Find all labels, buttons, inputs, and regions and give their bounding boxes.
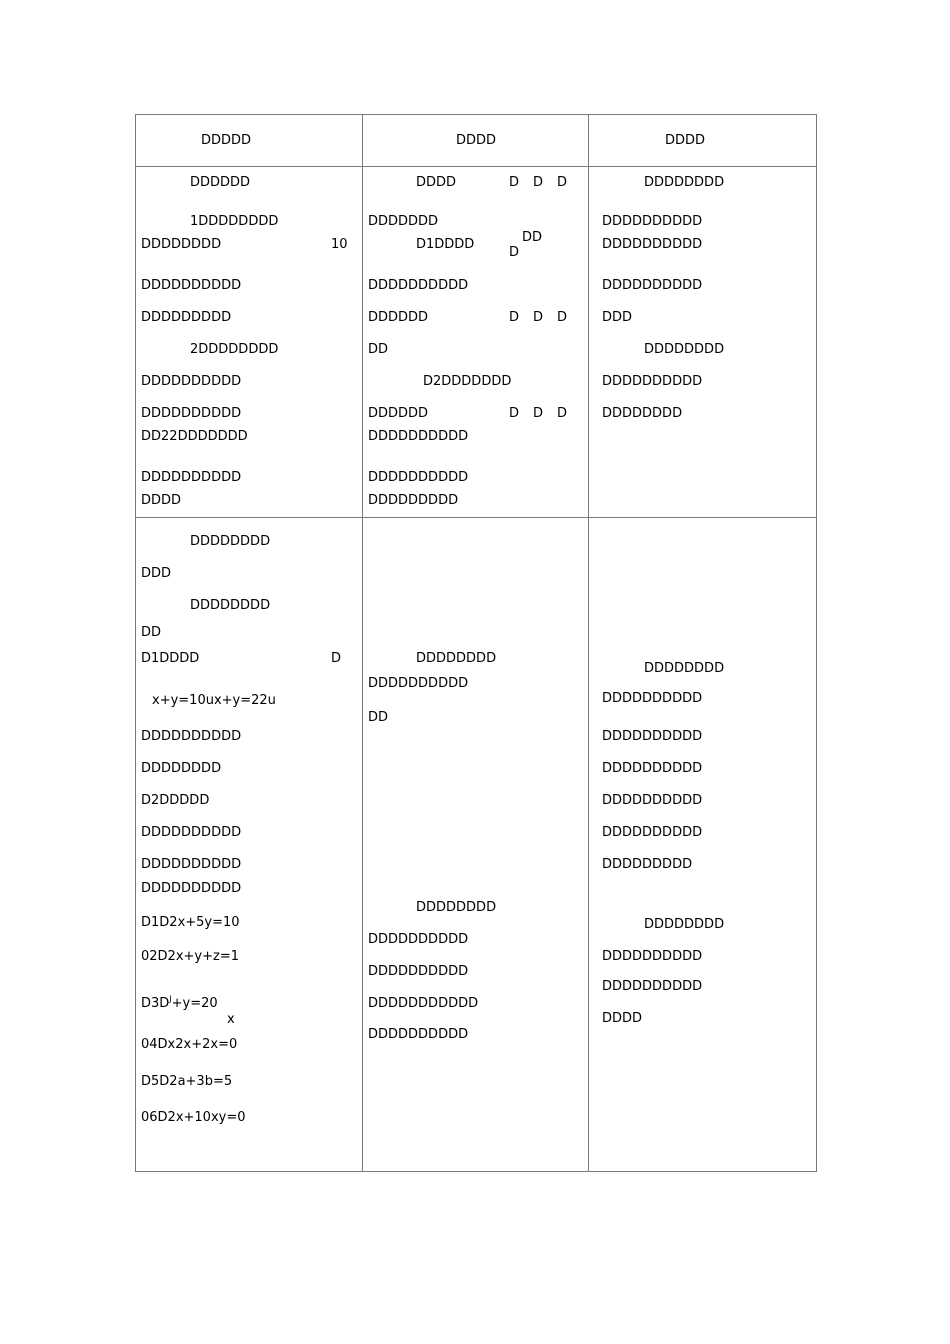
r2c1-example: 02D2x+y+z=1 xyxy=(141,949,239,964)
r2c1-line: DDDDDDDDDD xyxy=(141,729,242,744)
r1c3-line: DDDDDDDD xyxy=(644,342,725,357)
r2c1-line: DDD xyxy=(141,566,172,581)
r1c1-line: 1DDDDDDDD xyxy=(190,214,279,229)
r2c3-line: DDDDDDDDDD xyxy=(602,761,703,776)
r2c3-line: DDDD xyxy=(602,1011,643,1026)
r2c1-line: DDDDDDDDDD xyxy=(141,825,242,840)
r1c2-line: D1DDDD xyxy=(416,237,475,252)
r1c2-line: DDDDDDDDD xyxy=(368,493,459,508)
r2c1-line: DD xyxy=(141,625,162,640)
r1c1-line: DDDDDDDDDD xyxy=(141,374,242,389)
r1c2-mark: D xyxy=(509,406,520,421)
r2c2-line: DDDDDDDDDD xyxy=(368,932,469,947)
r2c1-example: 06D2x+10xy=0 xyxy=(141,1110,246,1125)
r2c3-line: DDDDDDDD xyxy=(644,917,725,932)
r2c3-line: DDDDDDDDDD xyxy=(602,793,703,808)
r2c1-example: D5D2a+3b=5 xyxy=(141,1074,233,1089)
column-divider xyxy=(362,115,363,1171)
r1c2-line: D2DDDDDDD xyxy=(423,374,512,389)
r2c3-line: DDDDDDDDDD xyxy=(602,979,703,994)
r1c1-line: DDDDDDDDDD xyxy=(141,470,242,485)
r1c1-line: DD22DDDDDDD xyxy=(141,429,248,444)
r2c3-line: DDDDDDDDDD xyxy=(602,825,703,840)
r1c2-line: DDDDDDD xyxy=(368,214,439,229)
r1c2-mark: D xyxy=(533,310,544,325)
r2c1-line: DDDDDDDDDD xyxy=(141,857,242,872)
r2c1-line: D1DDDD xyxy=(141,651,200,666)
r1c2-line: DDDDDDDDDD xyxy=(368,470,469,485)
header-col1: DDDDD xyxy=(201,133,252,148)
r1c1-line: 2DDDDDDDD xyxy=(190,342,279,357)
r1c2-mark: D xyxy=(509,310,520,325)
column-divider xyxy=(588,115,589,1171)
r2c1-example: 04Dx2x+2x=0 xyxy=(141,1037,238,1052)
r2c3-line: DDDDDDDDD xyxy=(602,857,693,872)
r1c3-line: DDDDDDDD xyxy=(602,406,683,421)
r1c2-line: DDDDDDDDDD xyxy=(368,429,469,444)
r2c1-example-sub: x xyxy=(227,1012,235,1027)
r2c3-line: DDDDDDDDDD xyxy=(602,949,703,964)
header-row-divider xyxy=(136,166,816,167)
r2c2-line: DD xyxy=(368,710,389,725)
r2c1-equation: x+y=10ux+y=22u xyxy=(152,693,276,708)
r1c2-mark: D xyxy=(557,175,568,190)
r1c2-line: DDDDDD xyxy=(368,310,429,325)
r1c2-mark: D xyxy=(509,175,520,190)
r1c2-annot: D xyxy=(509,245,520,260)
r2c2-line: DDDDDDDDDD xyxy=(368,964,469,979)
r2c2-line: DDDDDDDD xyxy=(416,900,497,915)
r2c1-line: DDDDDDDD xyxy=(190,598,271,613)
r2c1-example: $D3D^J+y=20$ xyxy=(141,994,218,1011)
r1c1-line: DDDDDDDDD xyxy=(141,310,232,325)
header-col3: DDDD xyxy=(665,133,706,148)
r2c3-line: DDDDDDDDDD xyxy=(602,691,703,706)
row-divider xyxy=(136,517,816,518)
r2c1-line: DDDDDDDD xyxy=(190,534,271,549)
r1c2-mark: D xyxy=(557,406,568,421)
r1c3-line: DDDDDDDDDD xyxy=(602,374,703,389)
r2c1-mark: D xyxy=(331,651,342,666)
r1c2-line: DDDDDD xyxy=(368,406,429,421)
r2c2-line: DDDDDDDDDDD xyxy=(368,996,479,1011)
r1c3-line: DDD xyxy=(602,310,633,325)
r1c2-mark: D xyxy=(533,406,544,421)
r1c1-line: DDDD xyxy=(141,493,182,508)
r2c1-example: D1D2x+5y=10 xyxy=(141,915,240,930)
r2c3-line: DDDDDDDD xyxy=(644,661,725,676)
r1c2-line: DD xyxy=(368,342,389,357)
r1c3-line: DDDDDDDD xyxy=(644,175,725,190)
r1c1-line: DDDDDDDDDD xyxy=(141,406,242,421)
r2c2-line: DDDDDDDD xyxy=(416,651,497,666)
r1c2-annot: DD xyxy=(522,230,543,245)
header-col2: DDDD xyxy=(456,133,497,148)
r1c2-mark: D xyxy=(533,175,544,190)
r1c1-line: DDDDDD xyxy=(190,175,251,190)
r1c1-number: 10 xyxy=(331,237,348,252)
r1c3-line: DDDDDDDDDD xyxy=(602,214,703,229)
lesson-plan-table xyxy=(135,114,817,1172)
r1c1-line: DDDDDDDD xyxy=(141,237,222,252)
r2c1-line: D2DDDDD xyxy=(141,793,210,808)
r1c2-line: DDDDDDDDDD xyxy=(368,278,469,293)
r1c3-line: DDDDDDDDDD xyxy=(602,278,703,293)
r2c2-line: DDDDDDDDDD xyxy=(368,676,469,691)
r2c2-line: DDDDDDDDDD xyxy=(368,1027,469,1042)
r1c1-line: DDDDDDDDDD xyxy=(141,278,242,293)
r1c2-line: DDDD xyxy=(416,175,457,190)
r1c2-mark: D xyxy=(557,310,568,325)
r1c3-line: DDDDDDDDDD xyxy=(602,237,703,252)
r2c3-line: DDDDDDDDDD xyxy=(602,729,703,744)
r2c1-line: DDDDDDDDDD xyxy=(141,881,242,896)
r2c1-line: DDDDDDDD xyxy=(141,761,222,776)
